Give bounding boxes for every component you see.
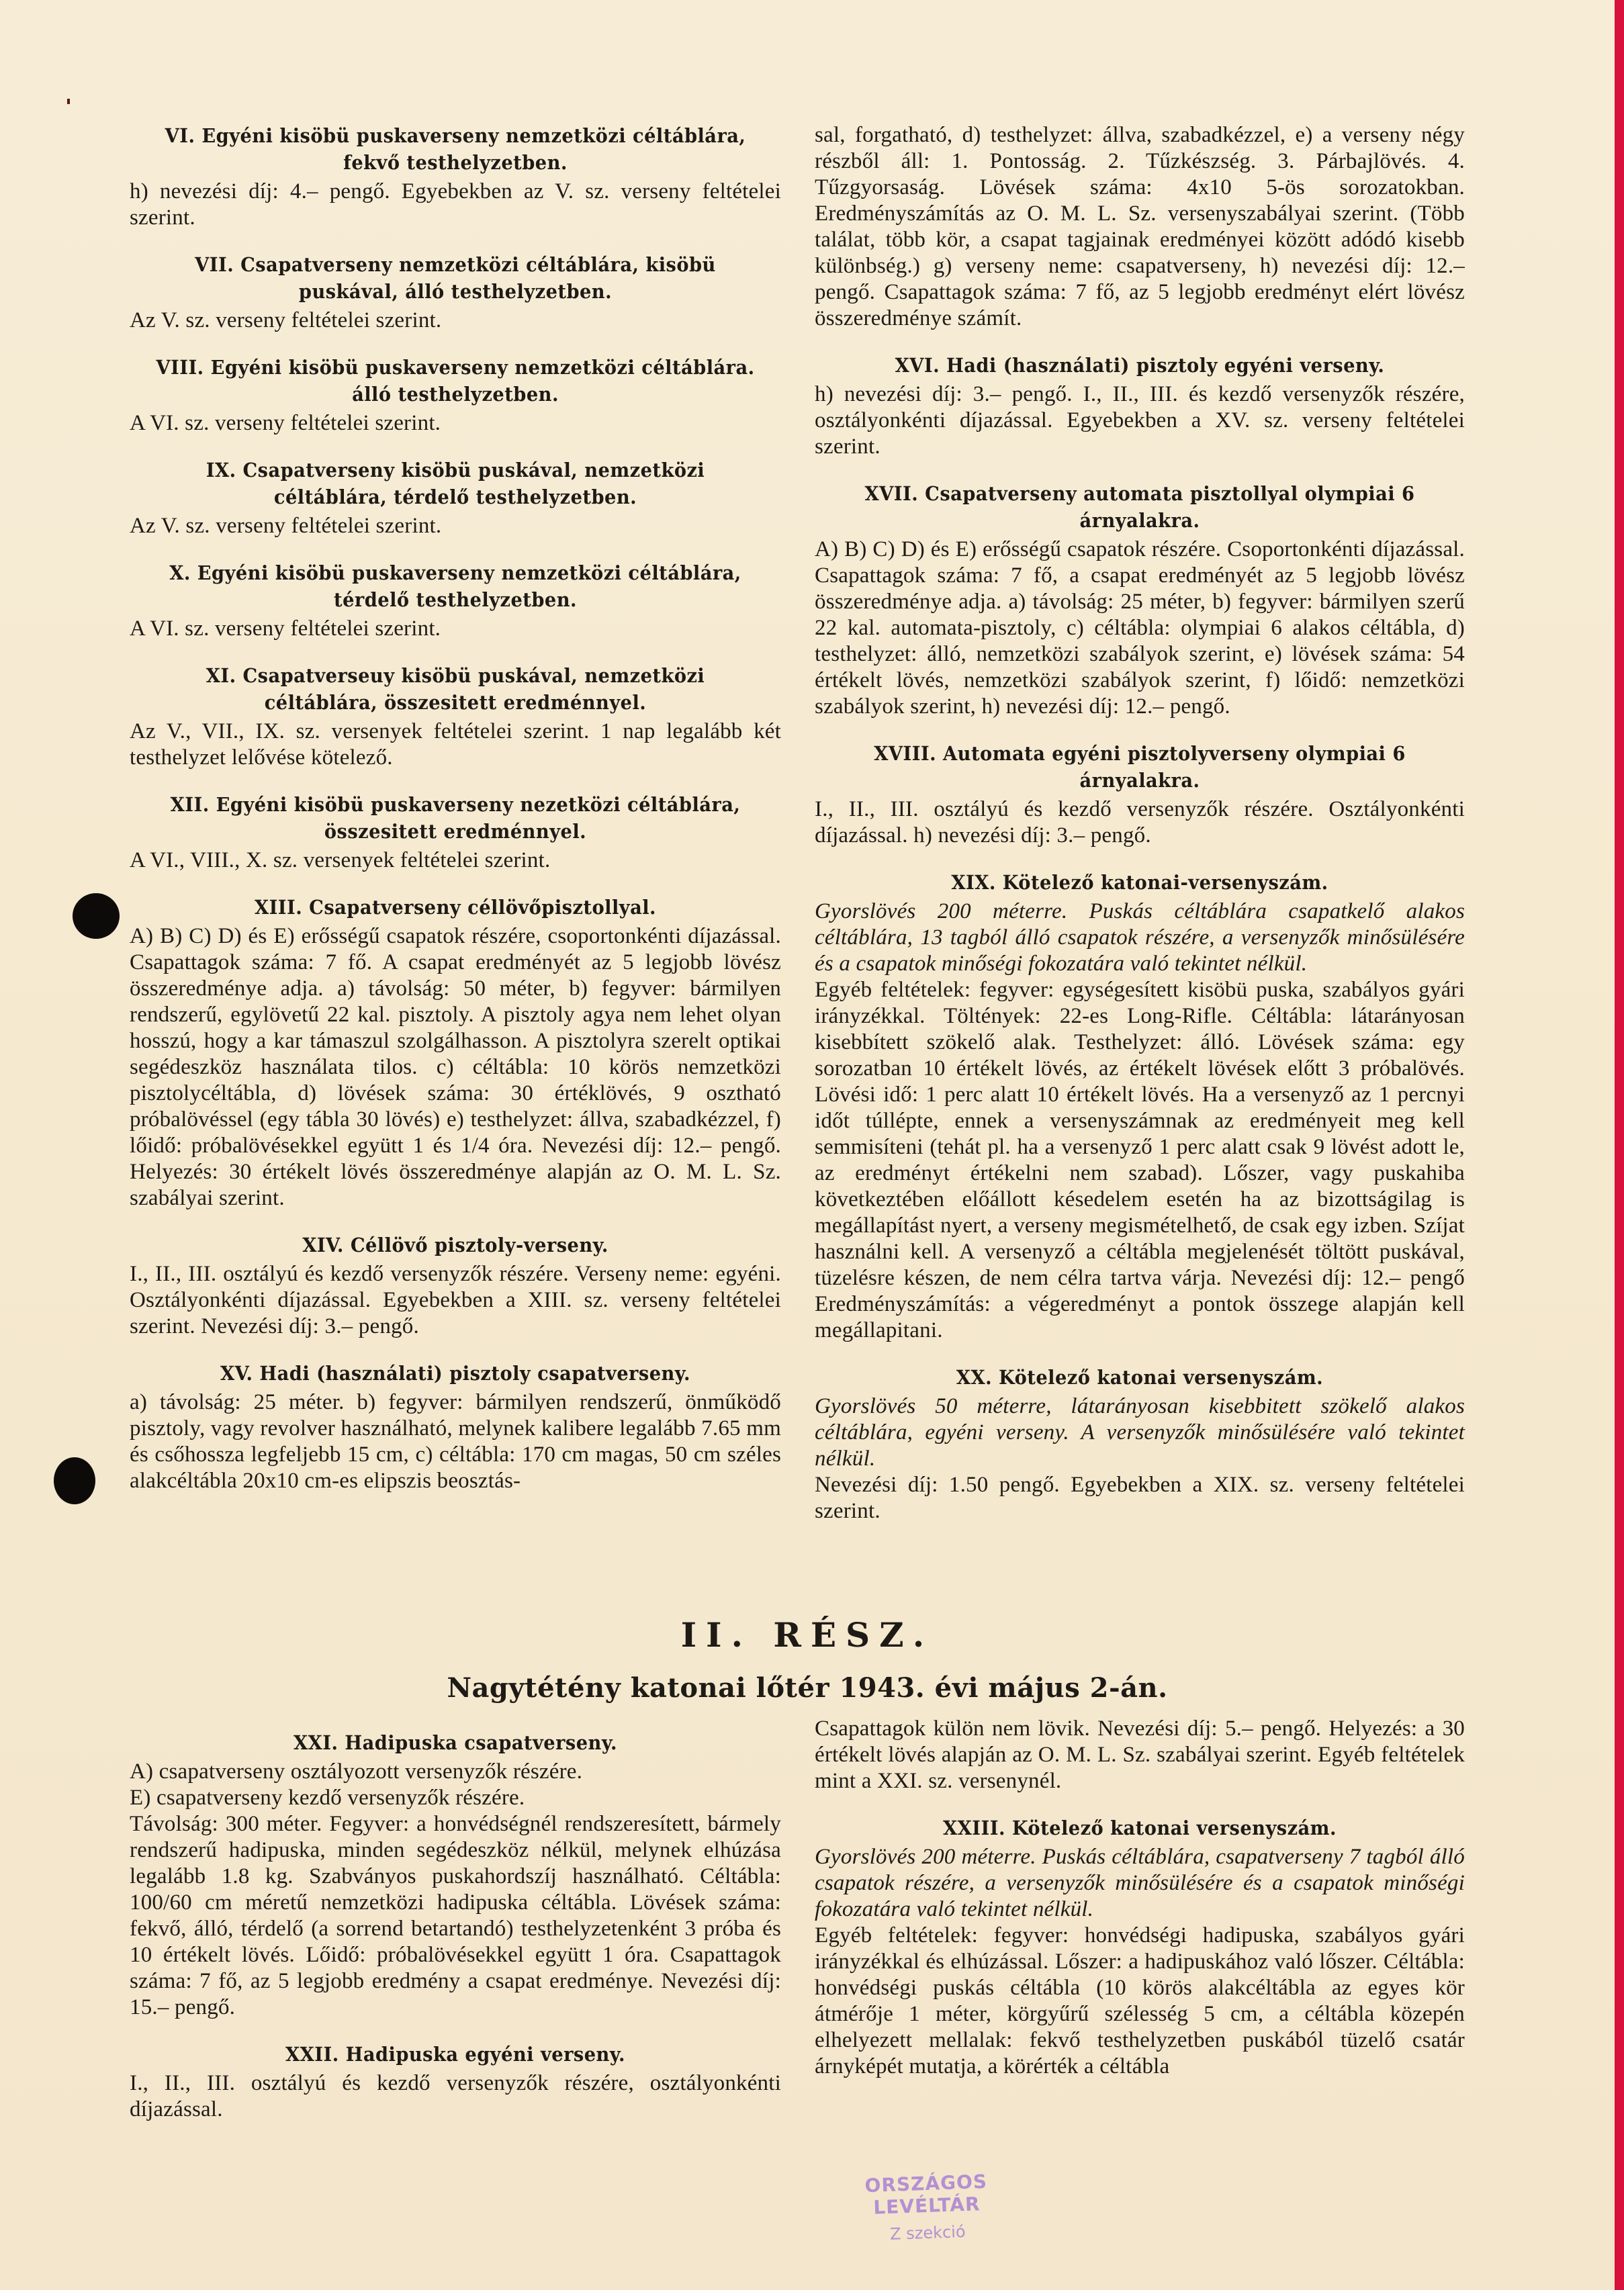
punch-hole-upper <box>73 893 120 939</box>
section-body <box>815 899 1465 1344</box>
section-title: VI. Egyéni kisöbü puskaverseny nemzetközi céltáblára, fekvő testhelyzetben. <box>165 124 746 174</box>
right-column-bottom <box>815 1716 1465 2080</box>
section-paragraph: A) csapatverseny osztályozott versenyzők részére. <box>130 1759 583 1784</box>
section-title: XV. Hadi (használati) pisztoly csapatverseny. <box>220 1362 690 1385</box>
section-paragraph: Az V. sz. verseny feltételei szerint. <box>130 308 442 332</box>
section-title: XXII. Hadipuska egyéni verseny. <box>285 2043 625 2066</box>
section-body <box>130 1389 781 1494</box>
section-body <box>130 1261 781 1340</box>
section-title: XXIII. Kötelező katonai versenyszám. <box>943 1817 1337 1839</box>
section-paragraph: I., II., III. osztályú és kezdő versenyzők részére. Osztályonkénti díjazással. h) nevezési díj: 3.– pengő. <box>815 797 1465 848</box>
section-title: XVII. Csapatverseny automata pisztollyal olympiai 6 árnyalakra. <box>864 482 1415 532</box>
section-body <box>130 848 781 874</box>
section-body <box>130 719 781 771</box>
section-body <box>815 1844 1465 2080</box>
section-body <box>815 796 1465 849</box>
section-title: VIII. Egyéni kisöbü puskaverseny nemzetközi céltáblára. álló testhelyzetben. <box>156 356 755 406</box>
section-title: VII. Csapatverseny nemzetközi céltáblára, kisöbü puskával, álló testhelyzetben. <box>195 253 716 303</box>
section-paragraph: I., II., III. osztályú és kezdő versenyzők részére. Verseny neme: egyéni. Osztályonkénti díjazással. Egyebekben a XIII. sz. verseny feltételei szerint. Nevezési díj: 3.– pengő. <box>130 1262 781 1338</box>
red-page-edge <box>1615 0 1624 2290</box>
section-body <box>130 410 781 437</box>
section-paragraph: A VI., VIII., X. sz. versenyek feltételei szerint. <box>130 848 551 872</box>
section-paragraph: Gyorslövés 200 méterre. Puskás céltáblára csapatkelő alakos céltáblára, 13 tagból álló csapatok részére, a versenyzők minősülésére és a csapatok minőségi fokozatára való tekintet nélkül. <box>815 899 1465 976</box>
section-body <box>815 1716 1465 1794</box>
section-paragraph: I., II., III. osztályú és kezdő versenyzők részére, osztályonkénti díjazással. <box>130 2071 781 2121</box>
section-title: XVI. Hadi (használati) pisztoly egyéni verseny. <box>895 354 1385 377</box>
left-column-bottom <box>130 1729 781 2123</box>
section-paragraph: h) nevezési díj: 3.– pengő. I., II., III. és kezdő versenyzők részére, osztályonkénti díjazással. Egyebekben a XV. sz. verseny feltételei szerint. <box>815 382 1465 459</box>
section-paragraph: sal, forgatható, d) testhelyzet: állva, szabadkézzel, e) a verseny négy részből áll: 1. Pontosság. 2. Tűzkészség. 3. Párbajlövés. 4. Tűzgyorsaság. Lövések száma: 4x10 5-ös sorozatokban. Eredményszámítás az O. M. L. Sz. versenyszabályai szerint. (Több találat, több kör, a csapat tagjainak eredményei között adódó kisebb különbség.) g) verseny neme: csapatverseny, h) nevezési díj: 12.– pengő. Csapattagok száma: 7 fő, az 5 legjobb eredményt elért lövész összeredménye számít. <box>815 123 1465 330</box>
section-title: XXI. Hadipuska csapatverseny. <box>294 1731 617 1754</box>
part-subheading: Nagytétény katonai lőtér 1943. évi május 2-án. <box>447 1672 1168 1704</box>
section-title: XII. Egyéni kisöbü puskaverseny nezetközi céltáblára, összesitett eredménnyel. <box>170 793 741 843</box>
section-body <box>130 1759 781 2021</box>
part-heading: II. RÉSZ. <box>680 1615 934 1655</box>
section-paragraph: Az V. sz. verseny feltételei szerint. <box>130 514 442 538</box>
section-body <box>130 513 781 539</box>
section-paragraph: A) B) C) D) és E) erősségű csapatok részére. Csoportonkénti díjazással. Csapattagok száma: 7 fő, a csapat eredményét az 5 legjobb lövész összeredménye adja. a) távolság: 25 méter, b) fegyver: bármilyen szerű 22 kal. automata-pisztoly, c) céltábla: olympiai 6 alakos céltábla, d) testhelyzet: álló, nemzetközi szabályok szerint, e) lövések száma: 54 értékelt lövés, nemzetközi szabályok szerint, f) lőidő: nemzetközi szabályok szerint, h) nevezési díj: 12.– pengő. <box>815 537 1465 719</box>
section-paragraph: Nevezési díj: 1.50 pengő. Egyebekben a XIX. sz. verseny feltételei szerint. <box>815 1473 1465 1523</box>
section-body <box>815 381 1465 460</box>
section-paragraph: Gyorslövés 50 méterre, látarányosan kisebbitett szökelő alakos céltáblára, egyéni verseny. A versenyzők minősülésére való tekintet nélkül. <box>815 1394 1465 1471</box>
section-paragraph: Az V., VII., IX. sz. versenyek feltételei szerint. 1 nap legalább két testhelyzet lelővése kötelező. <box>130 719 781 770</box>
section-paragraph: A VI. sz. verseny feltételei szerint. <box>130 411 441 435</box>
section-body <box>130 179 781 231</box>
section-paragraph: h) nevezési díj: 4.– pengő. Egyebekben az V. sz. verseny feltételei szerint. <box>130 179 781 230</box>
stamp-line-2: Z szekció <box>889 2222 966 2244</box>
section-title: XI. Csapatverseuy kisöbü puskával, nemzetközi céltáblára, összesitett eredménnyel. <box>206 664 705 714</box>
left-column-top <box>130 122 781 1494</box>
section-paragraph: E) csapatverseny kezdő versenyzők részére. <box>130 1786 525 1810</box>
section-paragraph: A) B) C) D) és E) erősségű csapatok részére, csoportonkénti díjazással. Csapattagok száma: 7 fő. A csapat eredményét az 5 legjobb lövész összeredménye adja. a) távolság: 50 méter, b) fegyver: bármilyen rendszerű, egylövetű 22 kal. pisztoly. A pisztoly agya nem lehet olyan hosszú, hogy a kar támaszul szolgálhasson. A pisztolyra szerelt optikai segédeszköz használata tilos. c) céltábla: 10 körös nemzetközi pisztolycéltábla, d) lövések száma: 30 értéklövés, 9 osztható próbalövéssel (egy tábla 30 lövés) e) testhelyzet: állva, szabadkézzel, f) lőidő: próbalövésekkel együtt 1 és 1/4 óra. Nevezési díj: 12.– pengő. Helyezés: 30 értékelt lövés összeredménye alapján az O. M. L. Sz. szabályai szerint. <box>130 924 781 1210</box>
section-title: XVIII. Automata egyéni pisztolyverseny olympiai 6 árnyalakra. <box>874 742 1406 792</box>
section-body <box>130 308 781 334</box>
punch-hole-lower <box>54 1457 95 1504</box>
section-body <box>815 1393 1465 1524</box>
section-body <box>815 537 1465 720</box>
section-title: XX. Kötelező katonai versenyszám. <box>956 1366 1324 1389</box>
section-body <box>130 2070 781 2123</box>
section-title: X. Egyéni kisöbü puskaverseny nemzetközi céltáblára, térdelő testhelyzetben. <box>169 561 741 611</box>
section-paragraph: a) távolság: 25 méter. b) fegyver: bármilyen rendszerű, önműködő pisztoly, vagy revolver használható, melynek kalibere legalább 7.65 mm és csőhossza legfeljebb 15 cm, c) céltábla: 170 cm magas, 50 cm széles alakcéltábla 20x10 cm-es elipszis beosztás- <box>130 1390 781 1493</box>
section-title: XIII. Csapatverseny céllövőpisztollyal. <box>254 896 657 919</box>
section-paragraph: Egyéb feltételek: fegyver: honvédségi hadipuska, szabályos gyári irányzékkal és elhúzással. Lőszer: a hadipuskához való lőszer. Céltábla: honvédségi puskás céltábla (10 körös alakcéltábla az egyes kör átmérője 1 méter, körgyűrű szélesség 5 cm, a céltábla közepén elhelyezett mellalak: fekvő testhelyzetben puskából tüzelő csatár árnyképét mutatja, a körérték a céltábla <box>815 1923 1465 2078</box>
section-body <box>130 616 781 642</box>
section-body <box>130 923 781 1211</box>
section-paragraph: Csapattagok külön nem lövik. Nevezési díj: 5.– pengő. Helyezés: a 30 értékelt lövés alapján az O. M. L. Sz. szabályai szerint. Egyéb feltételek mint a XXI. sz. versenynél. <box>815 1716 1465 1793</box>
right-column-top <box>815 122 1465 1524</box>
section-title: IX. Csapatverseny kisöbü puskával, nemzetközi céltáblára, térdelő testhelyzetben. <box>206 459 705 508</box>
ink-speck <box>67 99 70 104</box>
section-paragraph: Gyorslövés 200 méterre. Puskás céltáblára, csapatverseny 7 tagból álló csapatok részére, a versenyzők minősülésére és a csapatok minőségi fokozatára való tekintet nélkül. <box>815 1845 1465 1921</box>
section-title: XIX. Kötelező katonai-versenyszám. <box>951 871 1328 894</box>
archive-stamp <box>838 2169 1015 2245</box>
section-body <box>815 122 1465 332</box>
section-paragraph: A VI. sz. verseny feltételei szerint. <box>130 616 441 641</box>
stamp-line-1: ORSZÁGOS LEVÉLTÁR <box>864 2170 988 2219</box>
section-paragraph: Egyéb feltételek: fegyver: egységesített kisöbü puska, szabályos gyári irányzékkal. Töltények: 22-es Long-Rifle. Céltábla: látarányosan kisebbített szökelő alak. Testhelyzet: álló. Lövések száma: egy sorozatban 10 értékelt lövés, az értékelt lövések előtt 3 próbalövés. Lövési idő: 1 perc alatt 10 értékelt lövés. Ha a versenyző az 1 percnyi időt túllépte, ennek a versenyszámnak az eredményeit meg kell semmisíteni (tehát pl. ha a versenyző 1 perc alatt csak 9 lövést adott le, az eredményt értékelni nem szabad). Lőszer, vagy puskahiba következtében előállott késedelem esetén ha az bizottságilag is megállapítást nyert, a verseny megismételhető, de csak egy izben. Szíjat használni kell. A versenyző a céltábla megjelenését töltött puskával, tüzelésre készen, de nem célra tartva várja. Nevezési díj: 12.– pengő Eredményszámítás: a végeredményt a pontok összege alapján kell megállapitani. <box>815 978 1465 1342</box>
section-title: XIV. Céllövő pisztoly-verseny. <box>302 1234 608 1256</box>
section-paragraph: Távolság: 300 méter. Fegyver: a honvédségnél rendszeresített, bármely rendszerű hadipuska, minden segédeszköz nélkül, melynek elhúzása legalább 1.8 kg. Szabványos puskahordszíj használható. Céltábla: 100/60 cm méretű nemzetközi hadipuska céltábla. Lövések száma: fekvő, álló, térdelő (a sorrend betartandó) testhelyzetenként 3 próba és 10 értékelt lövés. Lőidő: próbalövésekkel együtt 1 óra. Csapattagok száma: 7 fő, az 5 legjobb eredmény a csapat eredménye. Nevezési díj: 15.– pengő. <box>130 1812 781 2019</box>
